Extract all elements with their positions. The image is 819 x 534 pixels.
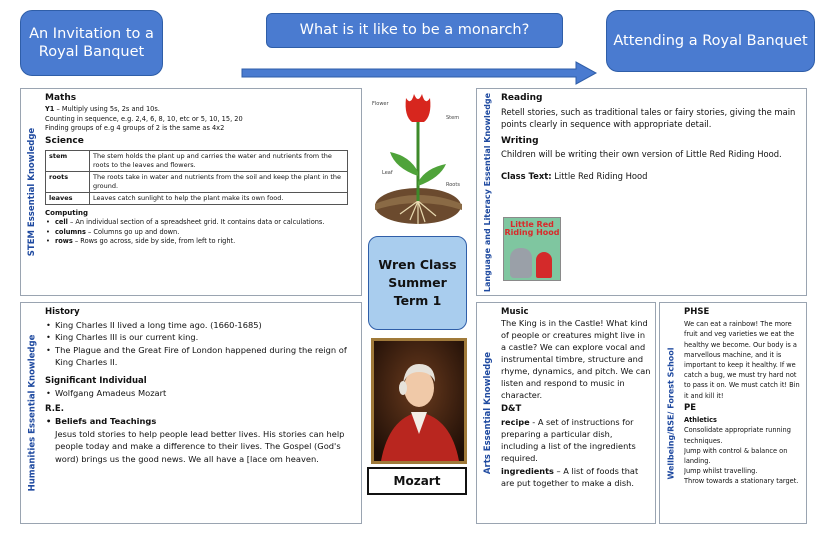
- wren-class-line-1: Wren Class: [378, 256, 457, 272]
- list-item: • cell – An individual section of a spreadsheet grid. It contains data or calculations.: [45, 218, 357, 228]
- athletics-line-4: Throw towards a stationary target.: [684, 477, 799, 486]
- maths-y1: Y1 – Multiply using 5s, 2s and 10s.: [45, 105, 160, 114]
- header-left-text: An Invitation to a Royal Banquet: [29, 25, 154, 60]
- history-list: [45, 319, 357, 369]
- ingredients-definition: ingredients – A list of foods that are put together to make a dish.: [501, 466, 639, 489]
- science-heading: Science: [45, 135, 84, 146]
- science-table: [45, 150, 348, 205]
- progress-arrow: [240, 60, 600, 86]
- language-side-label: Language and Literacy Essential Knowledge: [483, 92, 493, 292]
- wren-class-box: [368, 236, 467, 330]
- phse-heading: PHSE: [684, 307, 710, 317]
- arts-panel: [476, 302, 656, 524]
- pe-heading: PE: [684, 402, 697, 413]
- table-row: leaves Leaves catch sunlight to help the plant make its own food.: [46, 193, 348, 205]
- dt-heading: D&T: [501, 403, 522, 414]
- list-item: • King Charles II lived a long time ago. (1660-1685): [45, 319, 357, 331]
- stem-panel: [20, 88, 362, 296]
- computing-list: [45, 218, 357, 247]
- maths-line-2: Finding groups of e.g 4 groups of 2 is the same as 4x2: [45, 124, 225, 133]
- book-cover: [503, 217, 561, 281]
- list-item: • rows – Rows go across, side by side, from left to right.: [45, 237, 357, 247]
- writing-heading: Writing: [501, 135, 539, 146]
- header-right-title: [606, 10, 815, 72]
- table-row: roots The roots take in water and nutrients from the soil and keep the plant in the ground.: [46, 171, 348, 192]
- plant-diagram: [370, 86, 470, 232]
- humanities-panel: [20, 302, 362, 524]
- beliefs-list: [45, 415, 357, 427]
- flower-label: Flower: [372, 101, 389, 107]
- mozart-caption-box: [367, 467, 467, 495]
- wellbeing-side-label: Wellbeing/RSE/ Forest School: [666, 346, 676, 480]
- athletics-line-2: Jump with control & balance on landing.: [684, 446, 788, 465]
- significant-individual-heading: Significant Individual: [45, 375, 147, 386]
- music-text: The King is in the Castle! What kind of people or creatures might live in a castle? We can explore vocal and instrumental timbre, structure and rhyme, dynamics, and pitch. We can listen and respond to music in character.: [501, 318, 651, 400]
- humanities-side-label: Humanities Essential Knowledge: [27, 334, 38, 492]
- arts-side-label: Arts Essential Knowledge: [483, 351, 493, 475]
- beliefs-text: Jesus told stories to help people lead better lives. His stories can help people today and make a difference to their lives. The Gospel (God's word) brings us the good news. We all have a [lace om heaven.: [55, 428, 345, 464]
- re-heading: R.E.: [45, 403, 64, 414]
- wellbeing-panel: [659, 302, 807, 524]
- recipe-definition: recipe - A set of instructions for preparing a particular dish, including a list of the ingredients required.: [501, 416, 636, 463]
- header-center-text: What is it like to be a monarch?: [299, 22, 530, 39]
- phse-text: We can eat a rainbow! The more fruit and veg varieties we eat the healthy we become. Our body is a marvellous machine, and it is important to keep it healthy. If we catch a bug, we must try hard not to pass it on. We must catch it! Bin it and kill it!: [684, 320, 800, 400]
- book-cover-title: Little Red Riding Hood: [504, 220, 560, 238]
- athletics-line-1: Consolidate appropriate running techniques.: [684, 426, 791, 445]
- list-item: • Wolfgang Amadeus Mozart: [45, 387, 357, 399]
- roots-label: Roots: [446, 182, 460, 188]
- athletics-heading: Athletics: [684, 416, 717, 425]
- stem-side-label: STEM Essential Knowledge: [27, 127, 38, 257]
- music-heading: Music: [501, 307, 529, 317]
- wren-class-line-3: Term 1: [393, 293, 442, 309]
- reading-text: Retell stories, such as traditional tales or fairy stories, giving the main points clearly in sequence with appropriate detail.: [501, 106, 796, 130]
- list-item: • King Charles III is our current king.: [45, 331, 357, 343]
- table-row: stem The stem holds the plant up and carries the water and nutrients from the roots to the leaves and flowers.: [46, 150, 348, 171]
- writing-text: Children will be writing their own version of Little Red Riding Hood.: [501, 149, 782, 160]
- header-center-title: [266, 13, 563, 48]
- mozart-caption: Mozart: [393, 474, 441, 488]
- maths-heading: Maths: [45, 93, 77, 103]
- reading-heading: Reading: [501, 93, 543, 103]
- significant-individual-list: [45, 387, 357, 399]
- wren-class-line-2: Summer: [388, 274, 447, 290]
- list-item: • columns – Columns go up and down.: [45, 228, 357, 238]
- leaf-label: Leaf: [382, 170, 393, 176]
- beliefs-heading: • Beliefs and Teachings: [45, 415, 357, 427]
- maths-line-1: Counting in sequence, e.g. 2,4, 6, 8, 10, etc or 5, 10, 15, 20: [45, 114, 243, 123]
- athletics-line-3: Jump whilst travelling.: [684, 467, 758, 476]
- mozart-portrait: [371, 338, 467, 464]
- computing-heading: Computing: [45, 209, 88, 218]
- list-item: • The Plague and the Great Fire of London happened during the reign of King Charles II.: [45, 344, 357, 369]
- class-text: Class Text: Little Red Riding Hood: [501, 170, 648, 181]
- stem-label: Stem: [446, 115, 460, 121]
- header-right-text: Attending a Royal Banquet: [613, 32, 808, 49]
- header-left-title: [20, 10, 163, 76]
- language-panel: [476, 88, 807, 296]
- history-heading: History: [45, 307, 80, 317]
